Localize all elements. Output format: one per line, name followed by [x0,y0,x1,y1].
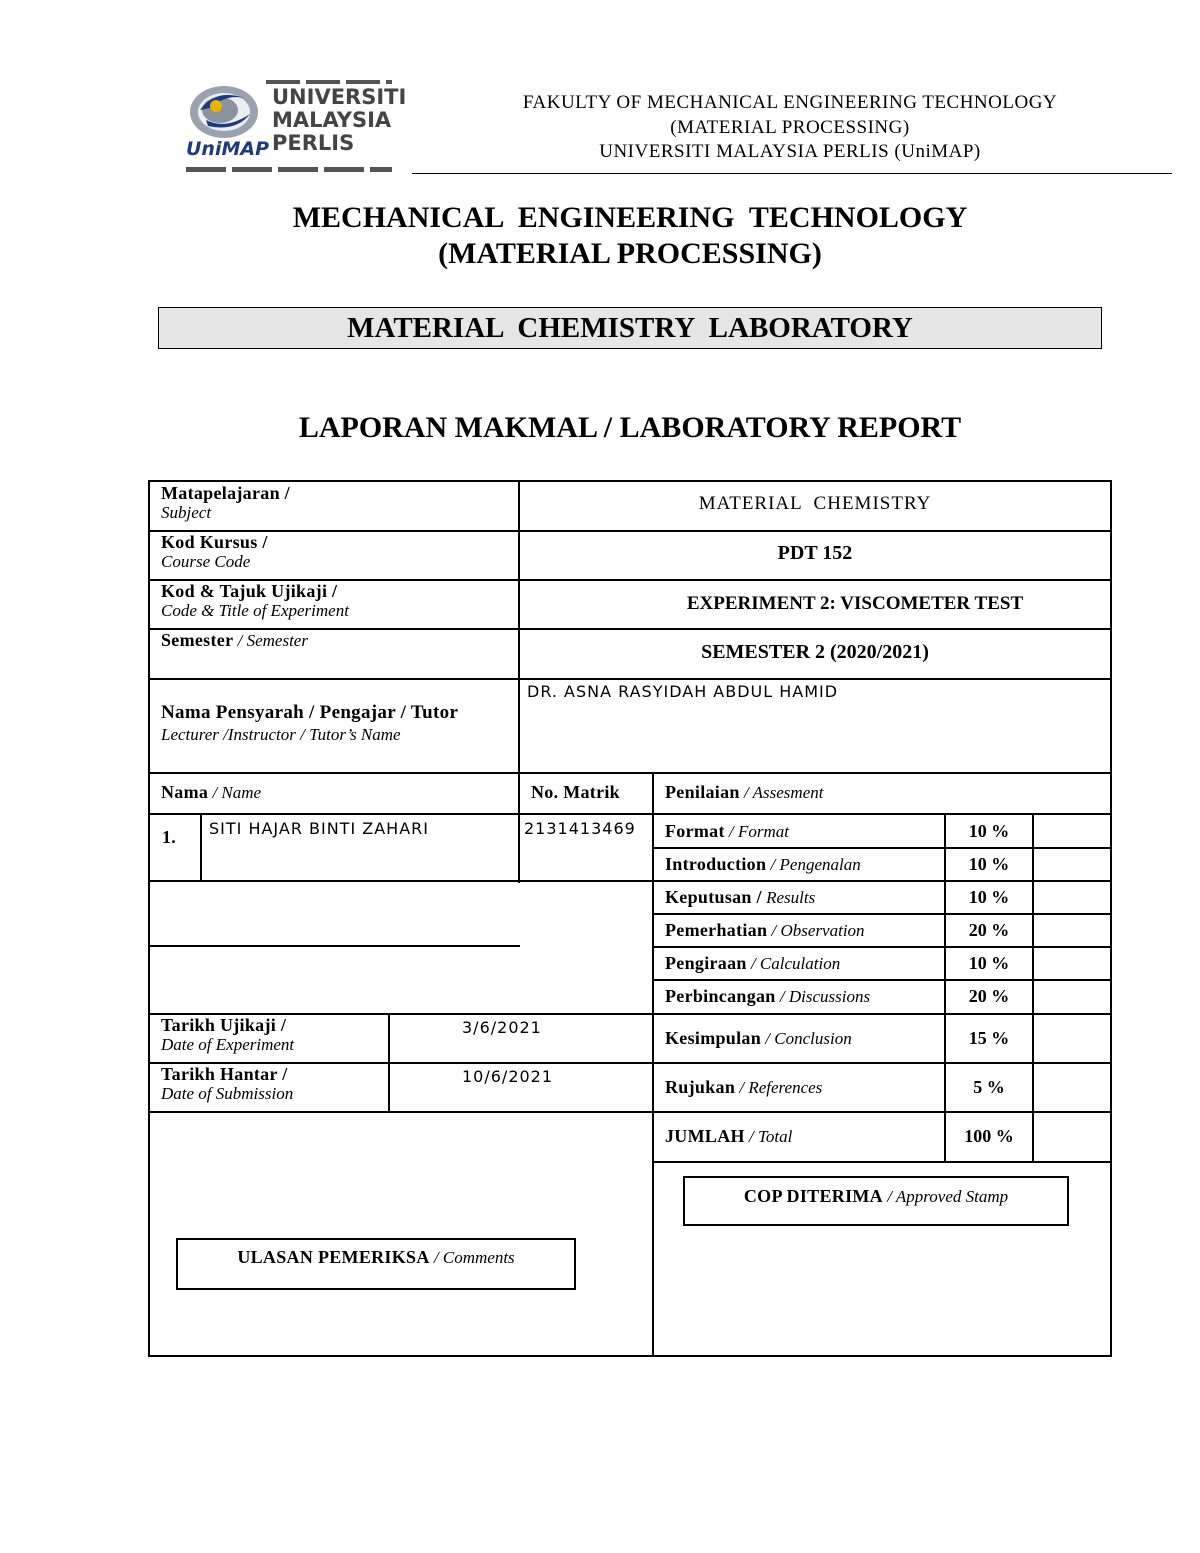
assessment-score-field[interactable] [1036,881,1108,909]
row-line [148,678,1112,680]
blank-row-line [148,945,520,947]
assessment-score-field[interactable] [1036,848,1108,876]
assessment-item-en: / References [735,1078,823,1097]
divider-date [388,1013,390,1113]
logo-line-1: UNIVERSITI [272,85,407,109]
divider-col-assessment [652,772,654,1357]
assessment-item-en: / Discussions [775,987,871,1006]
assessment-header-en: / Assesment [739,783,824,802]
document-title-line-2: (MATERIAL PROCESSING) [438,237,822,270]
course-code-value: PDT 152 [777,542,853,564]
assessment-item-ms: Perbincangan [665,986,776,1006]
semester-label-en: / Semester [233,631,308,650]
approved-stamp-en: / Approved Stamp [882,1187,1009,1206]
assessment-item-label [665,854,861,875]
row-line [652,1161,1112,1163]
divider-number [200,813,202,882]
assessment-item-ms: Keputusan / [665,887,762,907]
logo-line-2: MALAYSIA [272,108,392,132]
row-line [148,530,1112,532]
logo-top-stripe [266,80,392,84]
assessment-item-en: / Total [744,1127,793,1146]
date-experiment-label [161,1015,294,1055]
row-line [148,1111,1112,1113]
lab-title: MATERIAL CHEMISTRY LABORATORY [347,312,913,344]
student-number: 1. [162,827,177,847]
assessment-header-ms: Penilaian [665,782,740,802]
assessment-score-field[interactable] [1036,815,1108,843]
assessment-item-en: / Calculation [746,954,841,973]
assessment-item-label [665,1126,792,1147]
comments-ms: ULASAN PEMERIKSA [237,1247,430,1267]
row-line [148,772,1112,774]
name-header-ms: Nama [161,782,209,802]
faculty-line-1: FAKULTY OF MECHANICAL ENGINEERING TECHNOLOGY [522,92,1058,113]
assessment-score-field[interactable] [1036,1071,1108,1099]
experiment-label [161,581,349,621]
table-border-bottom [148,1355,1112,1357]
assessment-item-percentage: 10 % [968,854,1010,874]
document-title-line-1: MECHANICAL ENGINEERING TECHNOLOGY [292,201,968,234]
divider-col-score [1032,813,1034,1162]
subject-label-ms: Matapelajaran / [161,483,290,503]
experiment-label-en: Code & Title of Experiment [161,601,349,620]
table-border-left [148,480,150,1357]
date-experiment-label-en: Date of Experiment [161,1035,295,1054]
semester-label-ms: Semester [161,630,234,650]
assessment-item-percentage: 10 % [968,953,1010,973]
assessment-item-en: / Pengenalan [766,855,861,874]
course-code-label-en: Course Code [161,552,251,571]
approved-stamp-ms: COP DITERIMA [743,1186,883,1206]
logo-line-3: PERLIS [272,131,355,155]
subject-label-en: Subject [161,503,212,522]
name-header-en: / Name [208,783,262,802]
assessment-score-field[interactable] [1036,914,1108,942]
course-code-label-ms: Kod Kursus / [161,532,268,552]
approved-stamp-label [685,1186,1067,1207]
assessment-item-ms: JUMLAH [665,1126,745,1146]
lecturer-label [161,702,458,745]
assessment-item-en: / Conclusion [761,1029,852,1048]
student-matric: 2131413469 [524,819,636,838]
faculty-line-2: (MATERIAL PROCESSING) [670,117,910,138]
matric-header: No. Matrik [531,782,620,802]
row-line [148,813,1112,815]
comments-label [178,1247,574,1268]
assessment-item-label [665,953,840,974]
assessment-score-field[interactable] [1036,1120,1108,1148]
assessment-header [665,782,823,803]
experiment-value: EXPERIMENT 2: VISCOMETER TEST [686,593,1024,614]
date-experiment-value: 3/6/2021 [462,1018,542,1037]
lecturer-label-en: Lecturer /Instructor / Tutor’s Name [161,725,401,744]
assessment-item-label [665,920,865,941]
assessment-item-ms: Introduction [665,854,767,874]
logo-brand: UniMAP [186,138,270,160]
assessment-item-en: / Format [724,822,790,841]
assessment-item-percentage: 15 % [968,1028,1010,1048]
faculty-line-3: UNIVERSITI MALAYSIA PERLIS (UniMAP) [599,141,981,162]
assessment-item-label [665,1077,822,1098]
course-code-label [161,532,268,572]
name-header [161,782,261,803]
assessment-item-label [665,821,789,842]
assessment-item-en: Results [761,888,816,907]
subject-value: MATERIAL CHEMISTRY [698,493,932,514]
assessment-item-ms: Rujukan [665,1077,736,1097]
date-submission-label [161,1064,293,1104]
student-name: SITI HAJAR BINTI ZAHARI [209,819,429,838]
lecturer-value: DR. ASNA RASYIDAH ABDUL HAMID [527,682,839,701]
date-submission-value: 10/6/2021 [462,1067,554,1086]
subject-label [161,483,290,523]
assessment-item-percentage: 20 % [968,920,1010,940]
semester-label [161,630,308,651]
experiment-label-ms: Kod & Tajuk Ujikaji / [161,581,338,601]
lecturer-label-ms: Nama Pensyarah / Pengajar / Tutor [161,702,459,723]
comments-box [176,1238,576,1290]
assessment-item-ms: Pemerhatian [665,920,768,940]
assessment-item-label [665,1028,852,1049]
assessment-score-field[interactable] [1036,980,1108,1008]
divider-col-1 [518,480,520,883]
assessment-item-ms: Format [665,821,725,841]
approved-stamp-box [683,1176,1069,1226]
assessment-item-ms: Pengiraan [665,953,747,973]
semester-value: SEMESTER 2 (2020/2021) [701,641,929,663]
assessment-item-percentage: 20 % [968,986,1010,1006]
date-submission-label-en: Date of Submission [161,1084,294,1103]
logo-stripe [186,167,392,172]
comments-en: / Comments [429,1248,515,1267]
assessment-item-label [665,986,870,1007]
header-rule [412,173,1172,174]
assessment-score-field[interactable] [1036,1022,1108,1050]
assessment-item-percentage: 5 % [973,1077,1005,1097]
date-submission-label-ms: Tarikh Hantar / [161,1064,288,1084]
assessment-item-percentage: 10 % [968,887,1010,907]
row-line [148,880,654,882]
assessment-item-percentage: 10 % [968,821,1010,841]
date-experiment-label-ms: Tarikh Ujikaji / [161,1015,287,1035]
assessment-item-label [665,887,815,908]
assessment-item-en: / Observation [767,921,865,940]
table-border-top [148,480,1112,482]
assessment-item-percentage: 100 % [964,1126,1014,1146]
unimap-logo [186,80,407,174]
lab-title-box [158,307,1102,349]
assessment-item-ms: Kesimpulan [665,1028,762,1048]
report-title: LAPORAN MAKMAL / LABORATORY REPORT [298,411,962,444]
assessment-score-field[interactable] [1036,947,1108,975]
